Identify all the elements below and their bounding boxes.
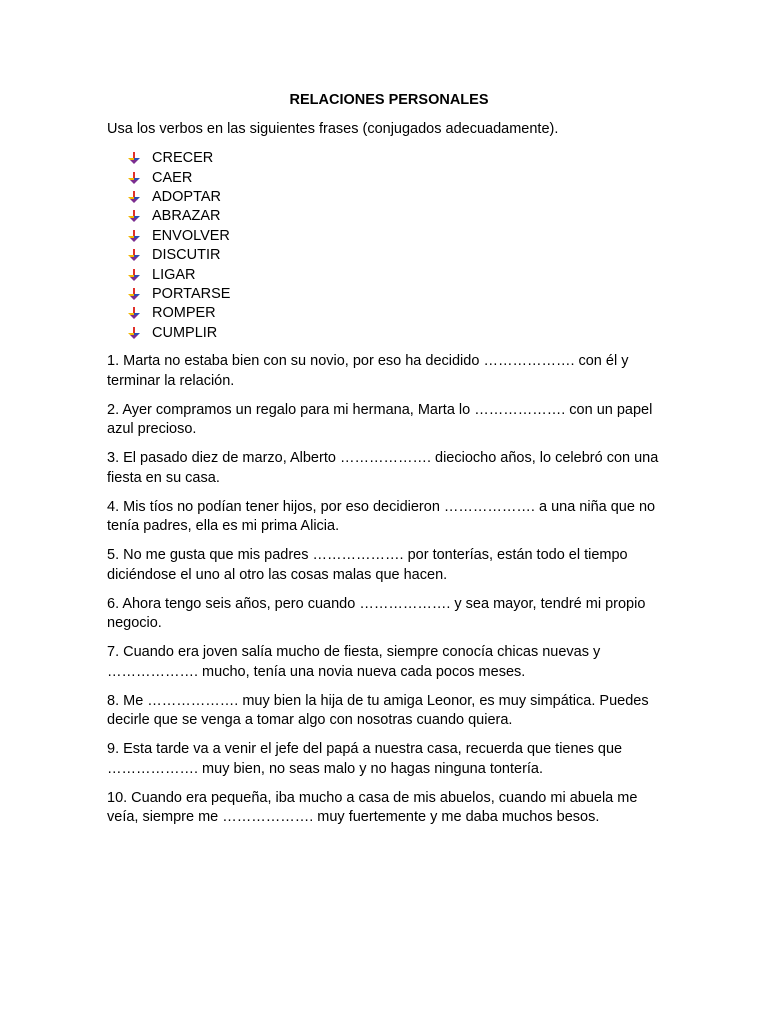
exercise-item: 2. Ayer compramos un regalo para mi hermana, Marta lo ………………. con un papel azul precioso. bbox=[107, 401, 653, 438]
verb-label: ROMPER bbox=[152, 305, 216, 322]
four-color-arrow-down-icon bbox=[128, 288, 152, 300]
verb-label: LIGAR bbox=[152, 266, 196, 283]
four-color-arrow-down-icon bbox=[128, 269, 152, 281]
exercise-item: 10. Cuando era pequeña, iba mucho a casa de mis abuelos, cuando mi abuela me veía, siempre me ………………. muy fuertemente y me daba muchos besos. bbox=[107, 789, 638, 826]
four-color-arrow-down-icon bbox=[128, 152, 152, 164]
verb-item bbox=[128, 304, 667, 323]
verb-item bbox=[128, 323, 667, 342]
exercise-item: 5. No me gusta que mis padres ………………. por tonterías, están todo el tiempo diciéndose el uno al otro las cosas malas que hacen. bbox=[107, 547, 628, 583]
verb-item bbox=[128, 265, 667, 284]
verb-list bbox=[107, 149, 667, 343]
verb-item bbox=[128, 168, 667, 187]
verb-label: ABRAZAR bbox=[152, 208, 221, 225]
four-color-arrow-down-icon bbox=[128, 191, 152, 203]
verb-label: CUMPLIR bbox=[152, 324, 218, 341]
verb-item bbox=[128, 245, 667, 264]
verb-item bbox=[128, 149, 667, 168]
verb-item bbox=[128, 187, 667, 206]
verb-label: ADOPTAR bbox=[152, 188, 222, 205]
four-color-arrow-down-icon bbox=[128, 230, 152, 242]
verb-label: CAER bbox=[152, 169, 193, 186]
four-color-arrow-down-icon bbox=[128, 210, 152, 222]
verb-label: ENVOLVER bbox=[152, 227, 230, 244]
four-color-arrow-down-icon bbox=[128, 172, 152, 184]
exercise-item: 4. Mis tíos no podían tener hijos, por eso decidieron ………………. a una niña que no tenía padres, ella es mi prima Alicia. bbox=[107, 498, 656, 535]
exercise-item: 9. Esta tarde va a venir el jefe del papá a nuestra casa, recuerda que tienes que ………………. muy bien, no seas malo y no hagas ninguna tontería. bbox=[107, 741, 623, 777]
exercise-item: 8. Me ………………. muy bien la hija de tu amiga Leonor, es muy simpática. Puedes decirle que se venga a tomar algo con nosotras cuando quiera. bbox=[107, 692, 649, 729]
verb-label: CRECER bbox=[152, 150, 214, 167]
verb-label: DISCUTIR bbox=[152, 247, 221, 264]
four-color-arrow-down-icon bbox=[128, 327, 152, 339]
worksheet-page bbox=[107, 91, 667, 837]
four-color-arrow-down-icon bbox=[128, 249, 152, 261]
exercise-item: 6. Ahora tengo seis años, pero cuando ………………. y sea mayor, tendré mi propio negocio. bbox=[107, 595, 646, 632]
verb-label: PORTARSE bbox=[152, 285, 231, 302]
exercise-item: 7. Cuando era joven salía mucho de fiesta, siempre conocía chicas nuevas y ………………. mucho, tenía una novia nueva cada pocos meses. bbox=[107, 644, 601, 680]
exercise-list bbox=[107, 352, 667, 828]
exercise-item: 3. El pasado diez de marzo, Alberto ………………. dieciocho años, lo celebró con una fiesta en su casa. bbox=[107, 450, 659, 486]
verb-item bbox=[128, 207, 667, 226]
page-title: RELACIONES PERSONALES bbox=[289, 92, 489, 108]
exercise-item: 1. Marta no estaba bien con su novio, por eso ha decidido ………………. con él y terminar la relación. bbox=[107, 353, 629, 389]
verb-item bbox=[128, 284, 667, 303]
four-color-arrow-down-icon bbox=[128, 307, 152, 319]
verb-item bbox=[128, 226, 667, 245]
instruction-text: Usa los verbos en las siguientes frases (conjugados adecuadamente). bbox=[107, 121, 559, 137]
